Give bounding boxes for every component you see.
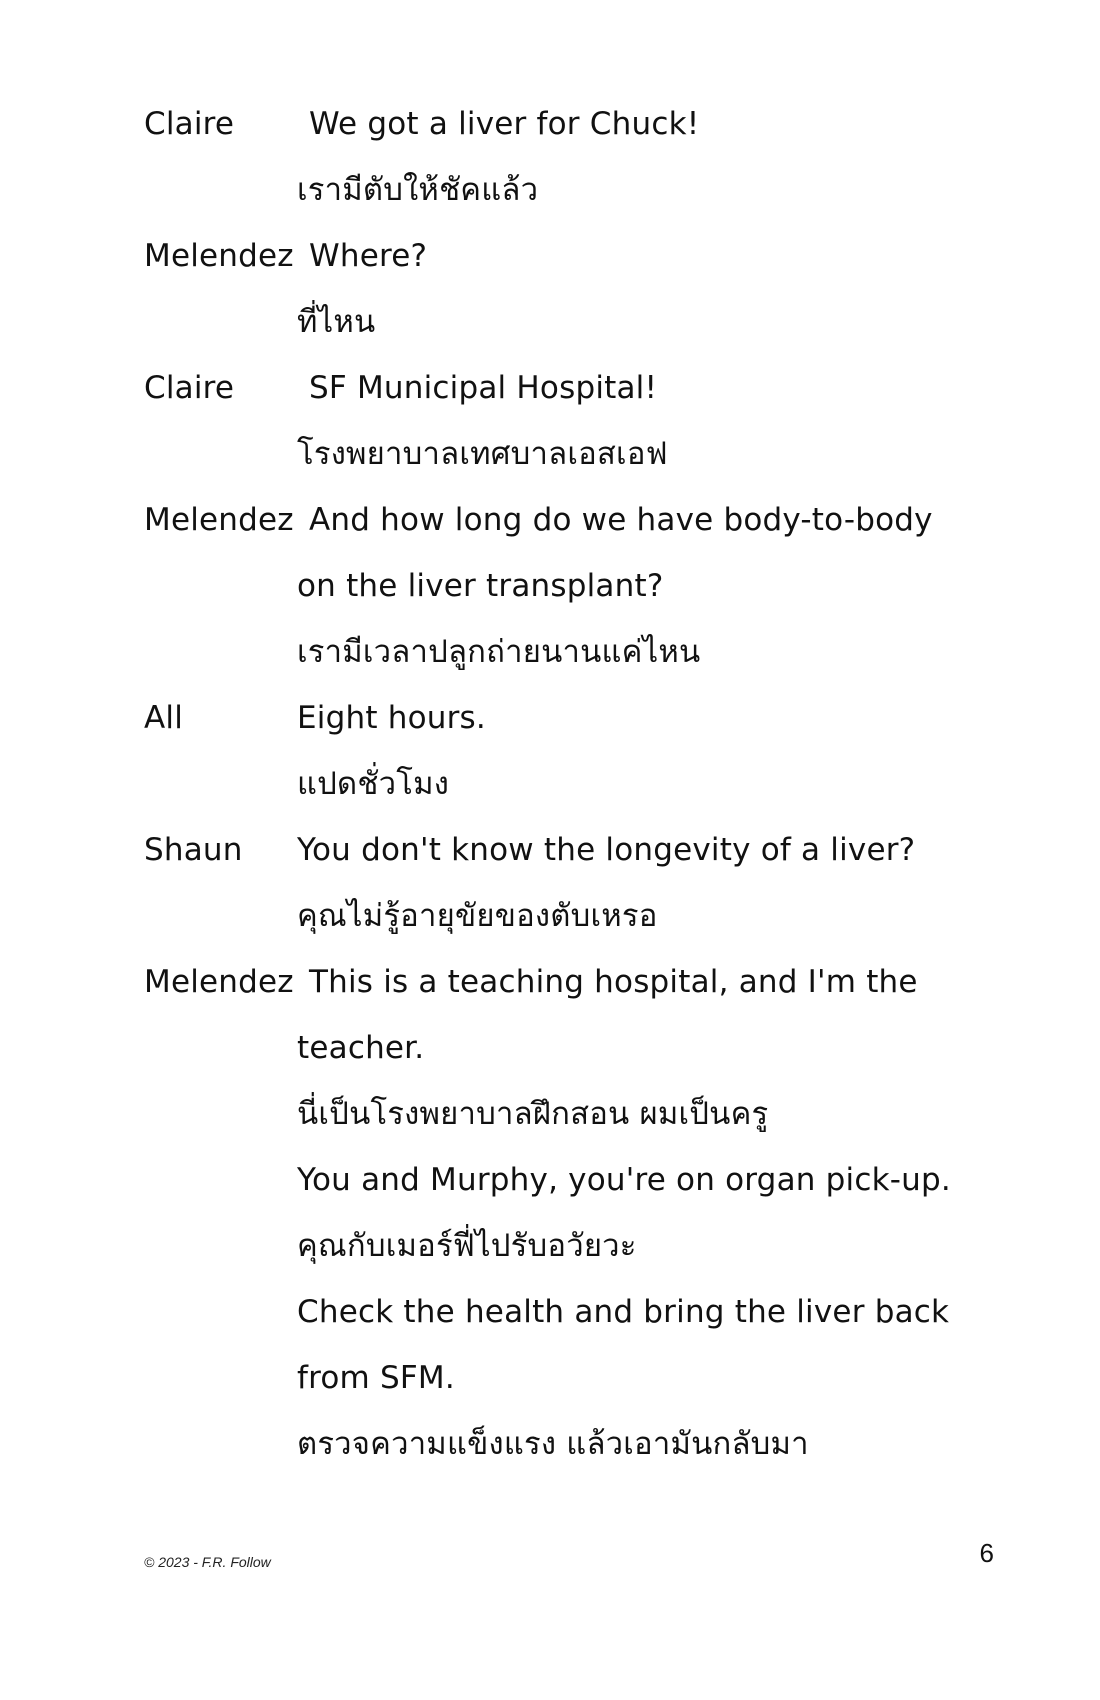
- dialogue-english-4b: on the liver transplant?: [297, 568, 664, 604]
- dialogue-thai-4: เรามีเวลาปลูกถ่ายนานแค่ไหน: [297, 634, 701, 670]
- dialogue-english-4a: And how long do we have body-to-body: [309, 502, 933, 538]
- dialogue-english-5: Eight hours.: [297, 700, 486, 736]
- dialogue-english-7a: This is a teaching hospital, and I'm the: [309, 964, 918, 1000]
- speaker-melendez-1: Melendez: [144, 238, 294, 274]
- speaker-claire-2: Claire: [144, 370, 235, 406]
- dialogue-thai-1: เรามีตับให้ชัคแล้ว: [297, 172, 539, 208]
- dialogue-thai-6: คุณไม่รู้อายุขัยของตับเหรอ: [297, 898, 658, 934]
- page-number: 6: [979, 1538, 994, 1568]
- speaker-melendez-2: Melendez: [144, 502, 294, 538]
- dialogue-thai-3: โรงพยาบาลเทศบาลเอสเอฟ: [297, 436, 668, 472]
- dialogue-english-3: SF Municipal Hospital!: [309, 370, 658, 406]
- speaker-shaun: Shaun: [144, 832, 243, 868]
- speaker-melendez-3: Melendez: [144, 964, 294, 1000]
- continuation-english-3: from SFM.: [297, 1360, 455, 1396]
- dialogue-thai-2: ที่ไหน: [297, 304, 376, 340]
- speaker-claire-1: Claire: [144, 106, 235, 142]
- continuation-english-1: You and Murphy, you're on organ pick-up.: [297, 1162, 951, 1198]
- dialogue-english-2: Where?: [309, 238, 428, 274]
- dialogue-english-6: You don't know the longevity of a liver?: [297, 832, 916, 868]
- copyright-footer: © 2023 - F.R. Follow: [144, 1554, 271, 1570]
- dialogue-english-7b: teacher.: [297, 1030, 425, 1066]
- dialogue-thai-5: แปดชั่วโมง: [297, 766, 450, 802]
- speaker-all: All: [144, 700, 184, 736]
- dialogue-english-1: We got a liver for Chuck!: [309, 106, 700, 142]
- dialogue-thai-7: นี่เป็นโรงพยาบาลฝึกสอน ผมเป็นครู: [297, 1096, 769, 1132]
- continuation-english-2: Check the health and bring the liver back: [297, 1294, 950, 1330]
- continuation-thai-2: ตรวจความแข็งแรง แล้วเอามันกลับมา: [297, 1426, 809, 1462]
- continuation-thai-1: คุณกับเมอร์ฟี่ไปรับอวัยวะ: [297, 1228, 637, 1264]
